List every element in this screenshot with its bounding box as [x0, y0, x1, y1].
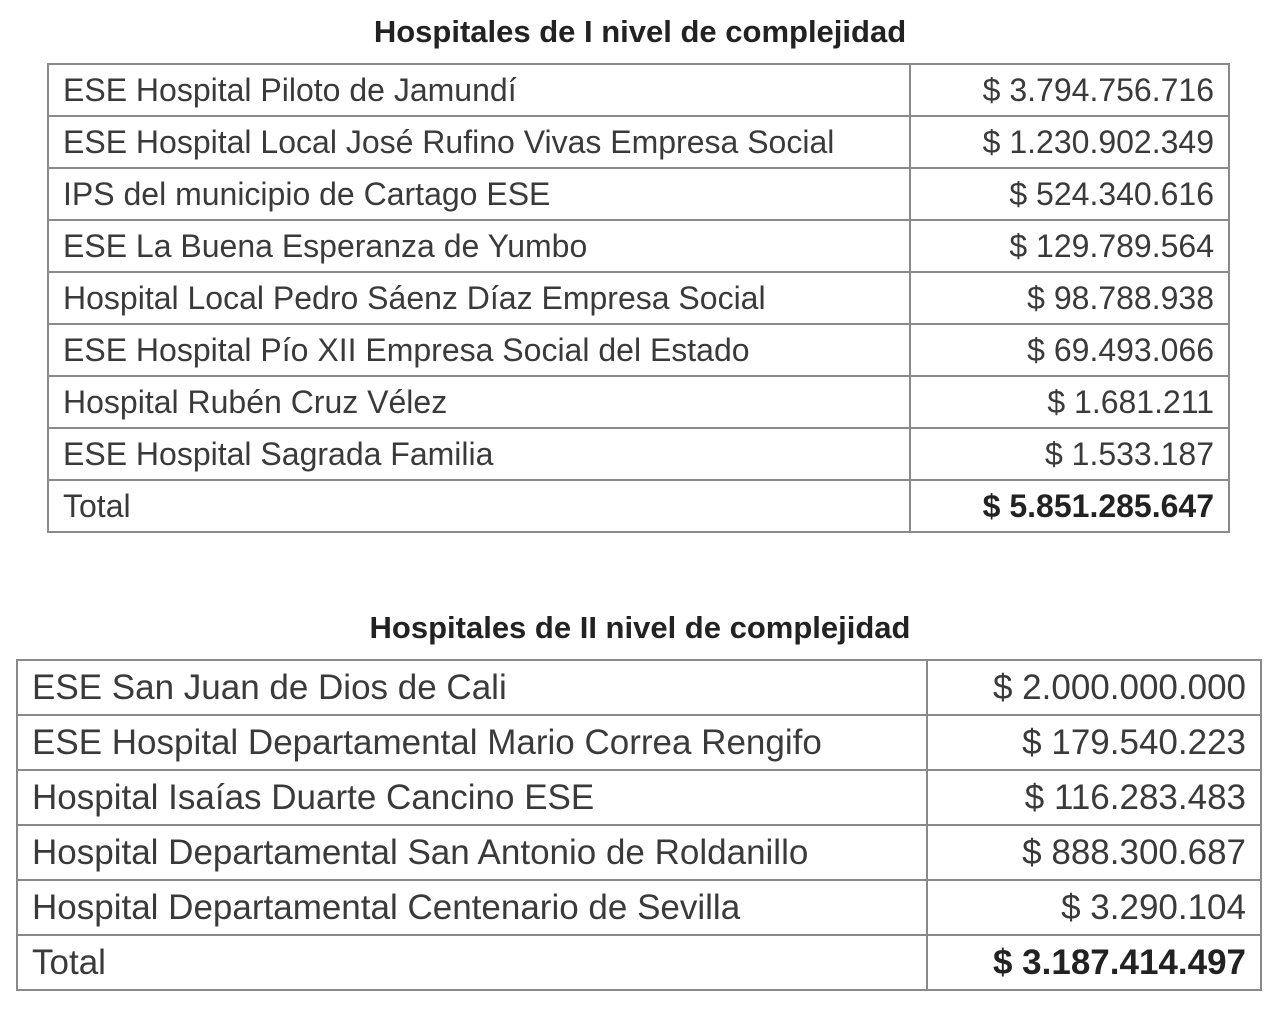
hospital-amount: $ 888.300.687: [927, 825, 1261, 880]
hospital-amount: $ 524.340.616: [910, 168, 1229, 220]
hospital-name: ESE Hospital Piloto de Jamundí: [48, 64, 910, 116]
hospital-name: Hospital Isaías Duarte Cancino ESE: [17, 770, 927, 825]
hospital-amount: $ 1.533.187: [910, 428, 1229, 480]
table-row: [48, 428, 1229, 480]
hospital-name: ESE Hospital Departamental Mario Correa Rengifo: [17, 715, 927, 770]
table-row: [17, 880, 1261, 935]
total-amount: $ 5.851.285.647: [910, 480, 1229, 532]
hospital-name: ESE Hospital Sagrada Familia: [48, 428, 910, 480]
table-row: [48, 324, 1229, 376]
hospital-amount: $ 179.540.223: [927, 715, 1261, 770]
hospitals-level-2-table: [16, 659, 1262, 991]
table-row: [48, 64, 1229, 116]
table-2-title: Hospitales de II nivel de complejidad: [369, 610, 911, 645]
hospital-name: Hospital Rubén Cruz Vélez: [48, 376, 910, 428]
table-row: [48, 220, 1229, 272]
hospital-amount: $ 129.789.564: [910, 220, 1229, 272]
hospital-name: ESE Hospital Pío XII Empresa Social del Estado: [48, 324, 910, 376]
hospital-name: ESE La Buena Esperanza de Yumbo: [48, 220, 910, 272]
hospital-amount: $ 1.230.902.349: [910, 116, 1229, 168]
total-row: [48, 480, 1229, 532]
hospital-name: Hospital Departamental San Antonio de Roldanillo: [17, 825, 927, 880]
total-label: Total: [17, 935, 927, 990]
total-amount: $ 3.187.414.497: [927, 935, 1261, 990]
total-label: Total: [48, 480, 910, 532]
hospital-amount: $ 1.681.211: [910, 376, 1229, 428]
table-row: [17, 660, 1261, 715]
table-1-title: Hospitales de I nivel de complejidad: [373, 14, 907, 49]
total-row: [17, 935, 1261, 990]
hospital-name: Hospital Local Pedro Sáenz Díaz Empresa Social: [48, 272, 910, 324]
hospital-amount: $ 98.788.938: [910, 272, 1229, 324]
table-row: [17, 770, 1261, 825]
table-row: [48, 168, 1229, 220]
hospital-name: ESE San Juan de Dios de Cali: [17, 660, 927, 715]
hospitals-level-1-table: [47, 63, 1230, 533]
table-row: [48, 272, 1229, 324]
table-row: [17, 825, 1261, 880]
table-row: [48, 116, 1229, 168]
hospital-amount: $ 2.000.000.000: [927, 660, 1261, 715]
hospital-name: Hospital Departamental Centenario de Sevilla: [17, 880, 927, 935]
hospital-amount: $ 3.794.756.716: [910, 64, 1229, 116]
hospital-name: IPS del municipio de Cartago ESE: [48, 168, 910, 220]
hospital-amount: $ 69.493.066: [910, 324, 1229, 376]
table-row: [48, 376, 1229, 428]
hospital-name: ESE Hospital Local José Rufino Vivas Empresa Social: [48, 116, 910, 168]
hospital-amount: $ 3.290.104: [927, 880, 1261, 935]
table-row: [17, 715, 1261, 770]
hospital-amount: $ 116.283.483: [927, 770, 1261, 825]
